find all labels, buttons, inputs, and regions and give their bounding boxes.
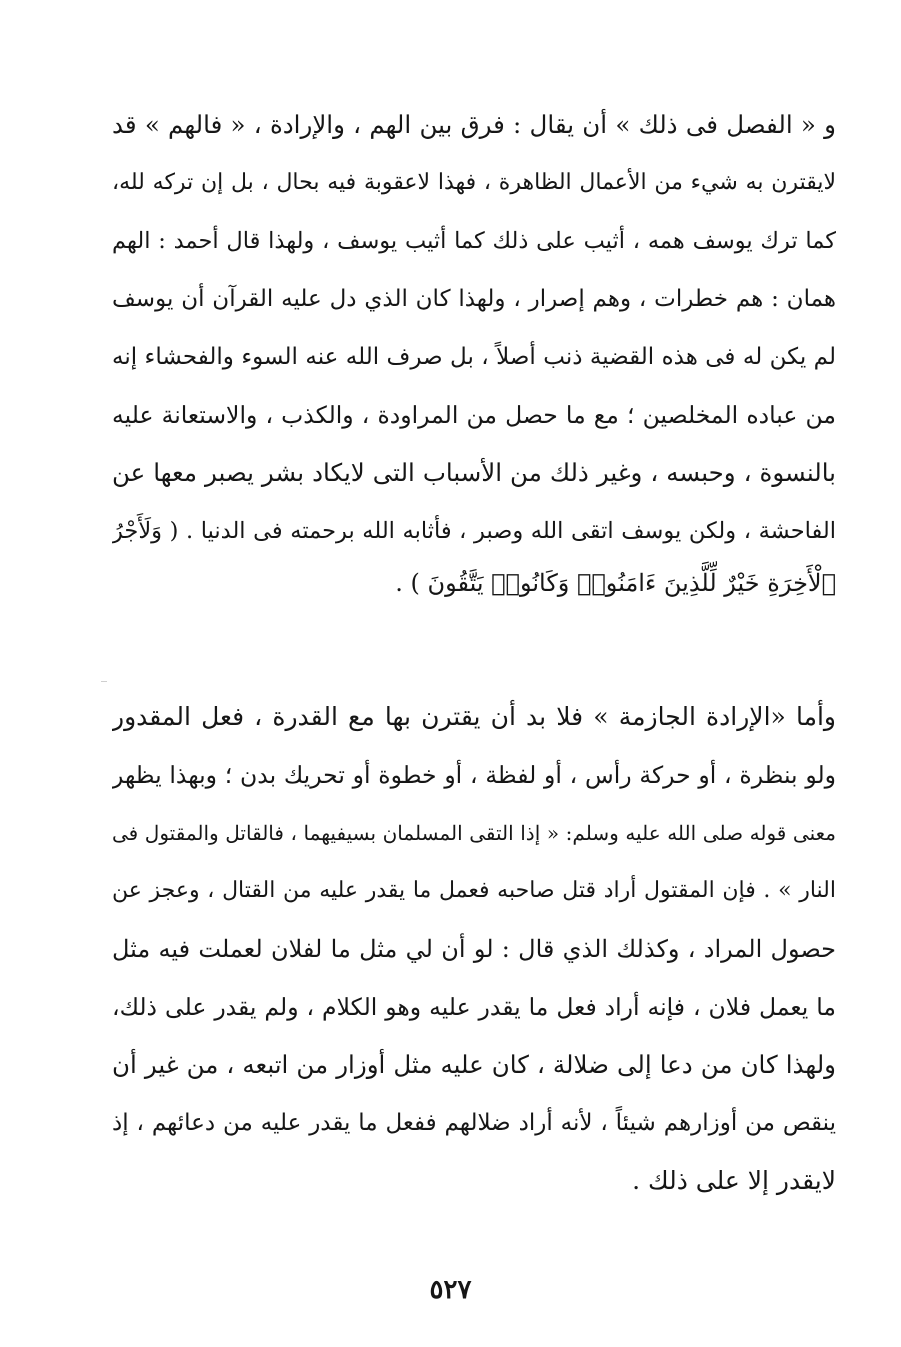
text-line: من عباده المخلصين ؛ مع ما حصل من المراودة ، والكذب ، والاستعانة عليه <box>112 401 836 429</box>
paragraph-hamm-and-irada <box>112 96 836 606</box>
text-line: لم يكن له فى هذه القضية ذنب أصلاً ، بل صرف الله عنه السوء والفحشاء إنه <box>112 344 836 370</box>
quran-verse-line <box>112 560 836 606</box>
text-line: ينقص من أوزارهم شيئاً ، لأنه أراد ضلالهم ففعل ما يقدر عليه من دعائهم ، إذ <box>112 1110 836 1136</box>
text-line: النار » . فإن المقتول أراد قتل صاحبه فعمل ما يقدر عليه من القتال ، وعجز عن <box>112 878 836 903</box>
text-line: همان : هم خطرات ، وهم إصرار ، ولهذا كان الذي دل عليه القرآن أن يوسف <box>112 286 836 312</box>
text-line: الفاحشة ، ولكن يوسف اتقى الله وصبر ، فأثابه الله برحمته فى الدنيا . ( وَلَأَجْرُ <box>112 518 836 544</box>
page-number: ٥٢٧ <box>429 1275 472 1305</box>
text-line: كما ترك يوسف همه ، أثيب على ذلك كما أثيب يوسف ، ولهذا قال أحمد : الهم <box>112 228 836 254</box>
text-line: بالنسوة ، وحبسه ، وغير ذلك من الأسباب التى لايكاد بشر يصبر معها عن <box>112 458 836 487</box>
text-line: لايقترن به شيء من الأعمال الظاهرة ، فهذا لاعقوبة فيه بحال ، بل إن تركه لله، <box>112 170 836 195</box>
scan-speck <box>101 681 107 682</box>
text-line: ولهذا كان من دعا إلى ضلالة ، كان عليه مثل أوزار من اتبعه ، من غير أن <box>112 1050 836 1079</box>
text-line: وأما «الإرادة الجازمة » فلا بد أن يقترن بها مع القدرة ، فعل المقدور <box>112 702 836 731</box>
text-line: و « الفصل فى ذلك » أن يقال : فرق بين الهم ، والإرادة ، « فالهم » قد <box>112 110 836 139</box>
text-line: معنى قوله صلى الله عليه وسلم: « إذا التقى المسلمان بسيفيهما ، فالقاتل والمقتول فى <box>112 821 836 845</box>
quran-verse-text: ٱلْأَخِرَةِ خَيْرٌ لِّلَّذِينَ ءَامَنُوا۟ وَكَانُوا۟ يَتَّقُونَ ) . <box>395 569 836 597</box>
text-line: حصول المراد ، وكذلك الذي قال : لو أن لي مثل ما لفلان لعملت فيه مثل <box>112 935 836 963</box>
paragraph-firm-will <box>112 688 836 1210</box>
text-line: لايقدر إلا على ذلك . <box>632 1166 836 1195</box>
text-line: ما يعمل فلان ، فإنه أراد فعل ما يقدر عليه وهو الكلام ، ولم يقدر على ذلك، <box>112 993 836 1021</box>
text-line: ولو بنظرة ، أو حركة رأس ، أو لفظة ، أو خطوة أو تحريك بدن ؛ وبهذا يظهر <box>112 761 836 789</box>
